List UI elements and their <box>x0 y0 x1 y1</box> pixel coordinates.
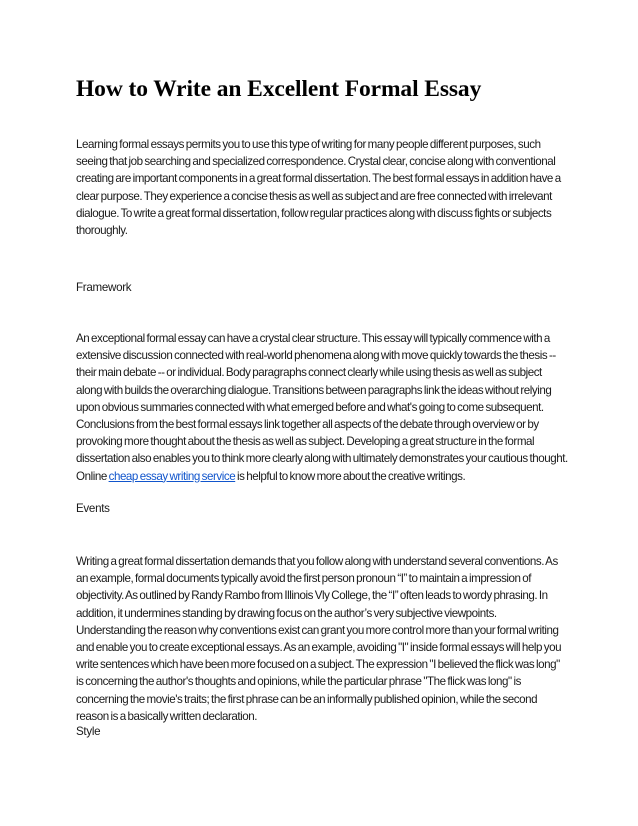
framework-text-before-link: An exceptional formal essay can have a crystal clear structure. This essay will typically commence with a extensive discussion connected with real-world phenomena along with move quickly towards the thesis -- their main debate -- or individual. Body paragraphs connect clearly while using thesis as well as subject along with builds the overarching dialogue. Transitions between paragraphs link the ideas without relying upon obvious summaries connected with what emerged before and what's going to come subsequent. Conclusions from the best formal essays link together all aspects of the debate through overview or by provoking more thought about the thesis as well as subject. Developing a great structure in the formal dissertation also enables you to think more clearly along with ultimately demonstrates your cautious thought. Online <box>76 332 568 483</box>
framework-heading: Framework <box>76 281 132 294</box>
framework-text-after-link: is helpful to know more about the creative writings. <box>235 469 466 483</box>
events-paragraph: Writing a great formal dissertation demands that you follow along with understand several conventions. As an example, formal documents typically avoid the first person pronoun “I” to maintain a impression of objectivity. As outlined by Randy Rambo from Illinois Vly College, the “I” often leads to wordy phrasing. In addition, it undermines standing by drawing focus on the author’s very subjective viewpoints. Understanding the reason why conventions exist can grant you more control more than your formal writing and enable you to create exceptional essays. As an example, avoiding "I" inside formal essays will help you write sentences which have been more focused on a subject. The expression "I believed the flick was long" is concerning the author's thoughts and opinions, while the particular phrase "The flick was long" is concerning the movie's traits; the first phrase can be an informally published opinion, while the second reason is a basically written declaration. <box>76 555 562 723</box>
events-heading: Events <box>76 502 110 515</box>
intro-paragraph: Learning formal essays permits you to use this type of writing for many people different purposes, such seeing that job searching and specialized correspondence. Crystal clear, concise along with conventional creating are important components in a great formal dissertation. The best formal essays in addition have a clear purpose. They experience a concise thesis as well as subject and are free connected with irrelevant dialogue. To write a great formal dissertation, follow regular practices along with discuss fights or subjects thoroughly. <box>76 138 561 238</box>
essay-service-link[interactable]: cheap essay writing service <box>108 469 236 483</box>
style-heading: Style <box>76 725 101 738</box>
framework-paragraph <box>76 330 568 485</box>
document-title: How to Write an Excellent Formal Essay <box>76 76 482 102</box>
